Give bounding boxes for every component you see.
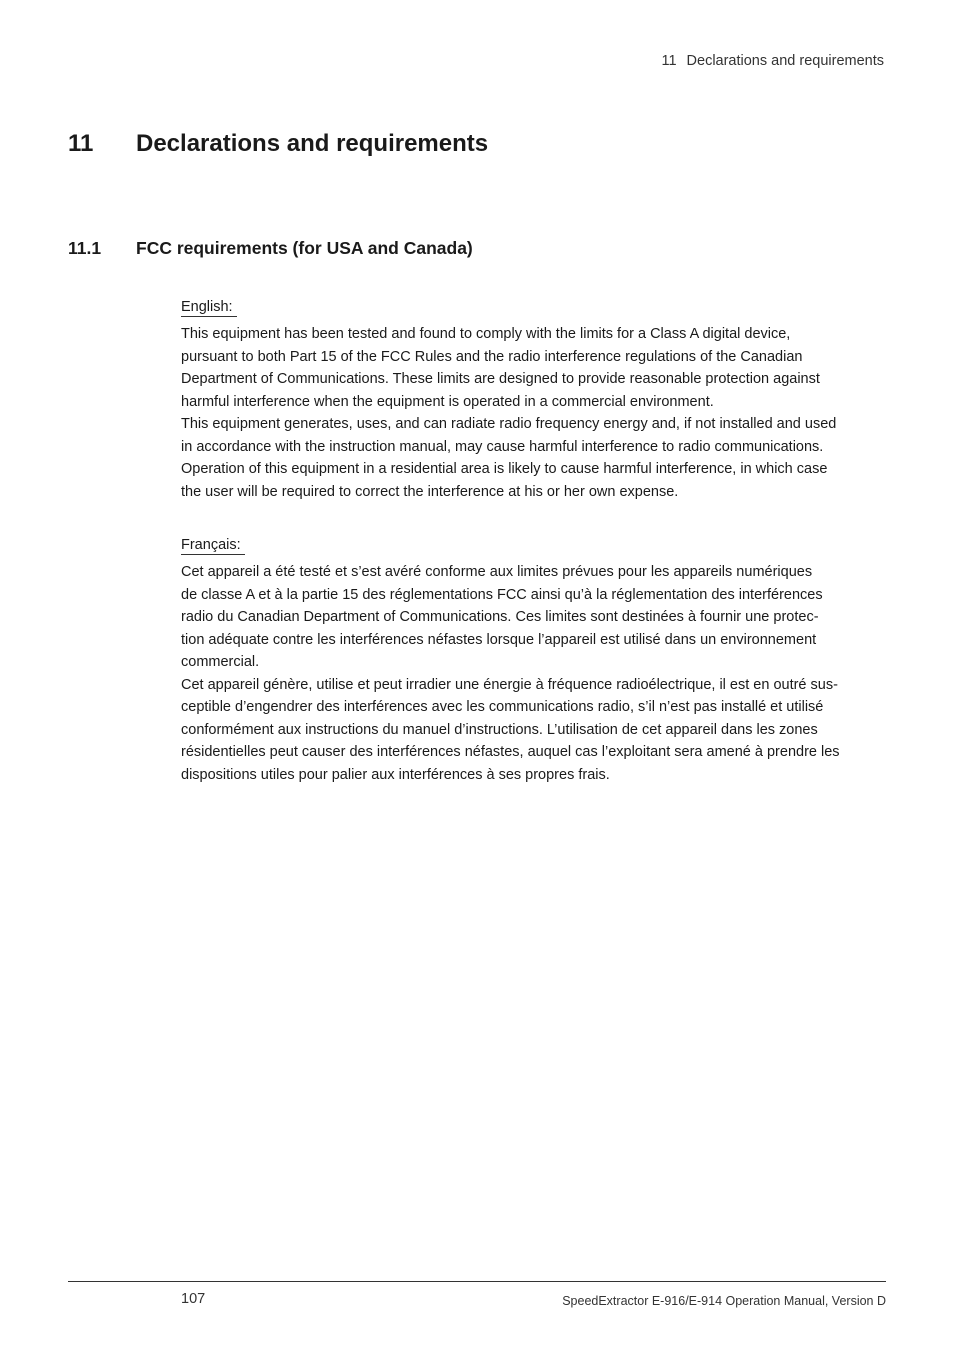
english-line: This equipment has been tested and found to comply with the limits for a Class A digital device, xyxy=(181,326,791,342)
french-line: conformément aux instructions du manuel d’instructions. L’utilisation de cet appareil dans les zones xyxy=(181,721,818,738)
english-line: harmful interference when the equipment is operated in a commercial environment. xyxy=(181,393,714,410)
footer-divider xyxy=(68,1281,886,1282)
french-line: commercial. xyxy=(181,654,260,670)
french-block xyxy=(181,534,885,786)
french-line: ceptible d’engendrer des interférences avec les communications radio, s’il n’est pas installé et utilisé xyxy=(181,699,824,715)
french-label: Français: xyxy=(181,536,245,555)
footer-document-title: SpeedExtractor E-916/E-914 Operation Manual, Version D xyxy=(562,1294,886,1308)
english-block xyxy=(181,296,885,503)
running-header xyxy=(661,53,884,69)
english-line: This equipment generates, uses, and can radiate radio frequency energy and, if not installed and used xyxy=(181,416,837,432)
english-label: English: xyxy=(181,298,237,317)
french-line: tion adéquate contre les interférences néfastes lorsque l’appareil est utilisé dans un environnement xyxy=(181,631,817,648)
running-header-chapter-title: Declarations and requirements xyxy=(686,53,884,69)
page-number: 107 xyxy=(181,1291,206,1307)
french-line: radio du Canadian Department of Communications. Ces limites sont destinées à fournir une protec- xyxy=(181,609,819,625)
english-line: Department of Communications. These limits are designed to provide reasonable protection against xyxy=(181,371,820,387)
running-header-chapter-number: 11 xyxy=(661,53,677,69)
french-line: Cet appareil a été testé et s’est avéré conforme aux limites prévues pour les appareils numériques xyxy=(181,564,813,580)
chapter-title xyxy=(68,130,488,158)
section-title-text: FCC requirements (for USA and Canada) xyxy=(136,238,473,258)
english-line: the user will be required to correct the interference at his or her own expense. xyxy=(181,483,679,500)
french-line: résidentielles peut causer des interférences néfastes, auquel cas l’exploitant sera amené à prendre les xyxy=(181,744,840,760)
french-line: Cet appareil génère, utilise et peut irradier une énergie à fréquence radioélectrique, il est en outré sus- xyxy=(181,676,838,693)
french-line: dispositions utiles pour palier aux interférences à ses propres frais. xyxy=(181,766,610,783)
section-title xyxy=(68,238,473,259)
chapter-title-text: Declarations and requirements xyxy=(136,130,489,157)
section-number: 11.1 xyxy=(68,238,102,258)
english-line: in accordance with the instruction manual, may cause harmful interference to radio communications. xyxy=(181,438,824,455)
french-line: de classe A et à la partie 15 des réglementations FCC ainsi qu’à la réglementation des interférences xyxy=(181,586,823,603)
english-line: Operation of this equipment in a residential area is likely to cause harmful interference, in which case xyxy=(181,461,828,477)
english-line: pursuant to both Part 15 of the FCC Rules and the radio interference regulations of the Canadian xyxy=(181,348,803,365)
chapter-number: 11 xyxy=(68,130,94,157)
